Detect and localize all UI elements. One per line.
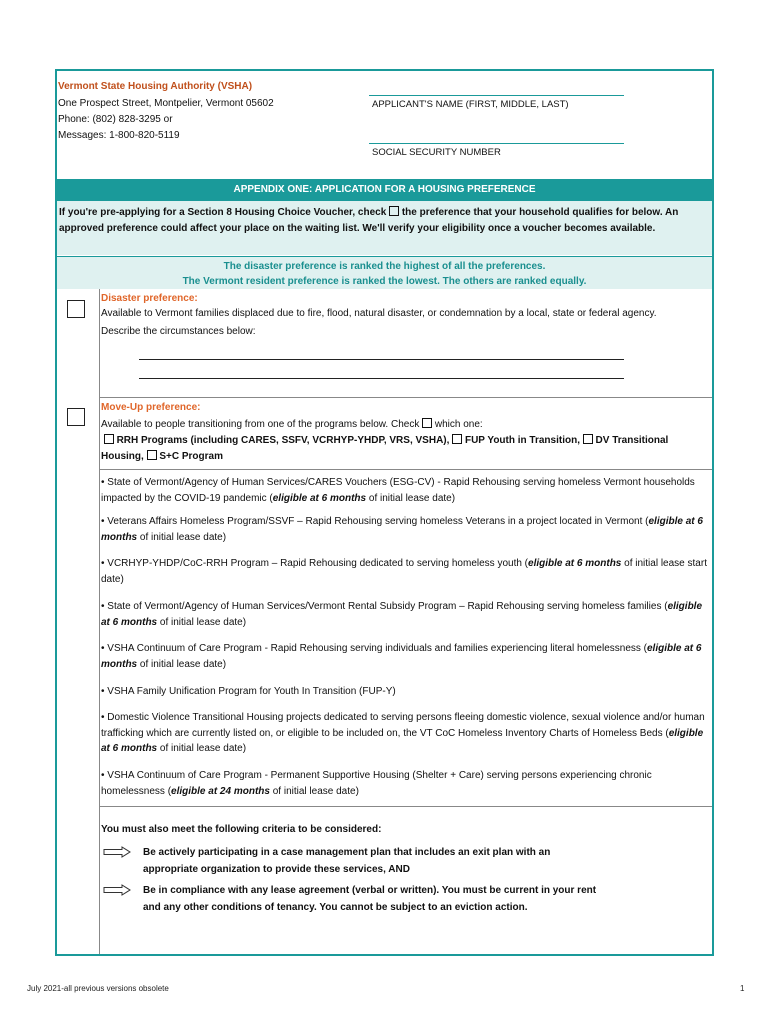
description-line-1[interactable]: [139, 359, 624, 360]
program-item: • VSHA Family Unification Program for Youth In Transition (FUP-Y): [101, 686, 396, 697]
appendix-title: APPENDIX ONE: APPLICATION FOR A HOUSING PREFERENCE: [57, 179, 712, 201]
program-item: • VCRHYP-YHDP/CoC-RRH Program – Rapid Rehousing dedicated to serving homeless youth (eligible at 6 months of initial lease start date): [101, 558, 707, 585]
dv-checkbox[interactable]: [583, 434, 593, 444]
criteria-item-1: Be actively participating in a case management plan that includes an exit plan with an appropriate organization to provide these services, AND: [143, 847, 551, 875]
programs-divider: [99, 469, 712, 470]
form-frame: [55, 69, 714, 956]
intro-text: [57, 201, 712, 255]
program-item: • State of Vermont/Agency of Human Services/CARES Vouchers (ESG-CV) - Rapid Rehousing serving homeless Vermont households impacted by the COVID-19 pandemic (eligible at 6 months of initial lease date): [101, 477, 695, 504]
moveup-options: [101, 433, 709, 465]
fup-checkbox[interactable]: [452, 434, 462, 444]
program-item: • State of Vermont/Agency of Human Services/Vermont Rental Subsidy Program – Rapid Rehousing serving homeless families (eligible at 6 months of initial lease date): [101, 601, 703, 628]
disaster-describe: Describe the circumstances below:: [101, 326, 256, 337]
dv-option: DV Transitional Housing,: [101, 435, 669, 462]
fup-option: FUP Youth in Transition,: [464, 435, 583, 446]
criteria-divider: [99, 806, 712, 807]
footer-version: July 2021-all previous versions obsolete: [27, 984, 169, 993]
ranking-note: [57, 256, 712, 289]
rrh-checkbox[interactable]: [104, 434, 114, 444]
arrow-right-icon: [103, 884, 131, 896]
intro-part2: the preference that your household qualifies for below. An approved preference could affect your place on the waiting list. We'll verify your eligibility once a voucher becomes available.: [59, 207, 679, 234]
sc-checkbox[interactable]: [147, 450, 157, 460]
moveup-section: [101, 402, 709, 465]
program-item: • Domestic Violence Transitional Housing projects dedicated to serving persons fleeing domestic violence, sexual violence and/or human trafficking which are currently listed on, or eligible to be included on, the VT CoC Homeless Inventory Charts of Homeless Beds (eligible at 6 months of initial lease date): [101, 712, 705, 754]
disaster-title: Disaster preference:: [101, 293, 198, 304]
sc-option: S+C Program: [159, 451, 223, 462]
ssn-line[interactable]: [369, 143, 624, 144]
org-address: [58, 96, 274, 144]
description-line-2[interactable]: [139, 378, 624, 379]
messages-line: Messages: 1-800-820-5119: [58, 130, 180, 141]
moveup-text-suffix: which one:: [432, 419, 483, 430]
phone-line: Phone: (802) 828-3295 or: [58, 114, 173, 125]
criteria-item-2: Be in compliance with any lease agreement (verbal or written). You must be current in your rent and any other conditions of tenancy. You cannot be subject to an eviction action.: [143, 885, 597, 913]
moveup-title: Move-Up preference:: [101, 402, 201, 413]
ranking-line1: The disaster preference is ranked the highest of all the preferences.: [223, 261, 546, 272]
program-item: • Veterans Affairs Homeless Program/SSVF – Rapid Rehousing serving homeless Veterans in a project located in Vermont (eligible at 6 months of initial lease date): [101, 516, 703, 543]
program-item: • VSHA Continuum of Care Program - Rapid Rehousing serving individuals and families experiencing literal homelessness (eligible at 6 months of initial lease date): [101, 643, 702, 670]
intro-part1: If you're pre-applying for a Section 8 Housing Choice Voucher, check: [59, 207, 390, 218]
moveup-text-prefix: Available to people transitioning from one of the programs below. Check: [101, 419, 423, 430]
inline-checkbox-icon: [422, 418, 432, 428]
criteria-heading: You must also meet the following criteria to be considered:: [101, 824, 382, 835]
disaster-text: Available to Vermont families displaced due to fire, flood, natural disaster, or condemnation by a local, state or federal agency.: [101, 308, 657, 319]
arrow-right-icon: [103, 846, 131, 858]
ranking-line2: The Vermont resident preference is ranked the lowest. The others are ranked equally.: [182, 276, 587, 287]
section-divider: [99, 397, 712, 398]
ssn-label: SOCIAL SECURITY NUMBER: [372, 147, 501, 158]
applicant-name-label: APPLICANT'S NAME (FIRST, MIDDLE, LAST): [372, 99, 569, 110]
inline-checkbox-icon: [389, 206, 399, 216]
address-line: One Prospect Street, Montpelier, Vermont 05602: [58, 98, 274, 109]
program-item: • VSHA Continuum of Care Program - Permanent Supportive Housing (Shelter + Care) serving persons experiencing chronic homelessness (eligible at 24 months of initial lease date): [101, 770, 652, 797]
page-number: 1: [740, 984, 745, 993]
org-name: Vermont State Housing Authority (VSHA): [58, 81, 253, 92]
applicant-name-line[interactable]: [369, 95, 624, 96]
disaster-section: [101, 293, 711, 340]
checkbox-column: [57, 289, 100, 954]
moveup-text: [101, 417, 709, 433]
moveup-checkbox[interactable]: [67, 408, 85, 426]
rrh-option: RRH Programs (including CARES, SSFV, VCRHYP-YHDP, VRS, VSHA),: [116, 435, 453, 446]
disaster-checkbox[interactable]: [67, 300, 85, 318]
